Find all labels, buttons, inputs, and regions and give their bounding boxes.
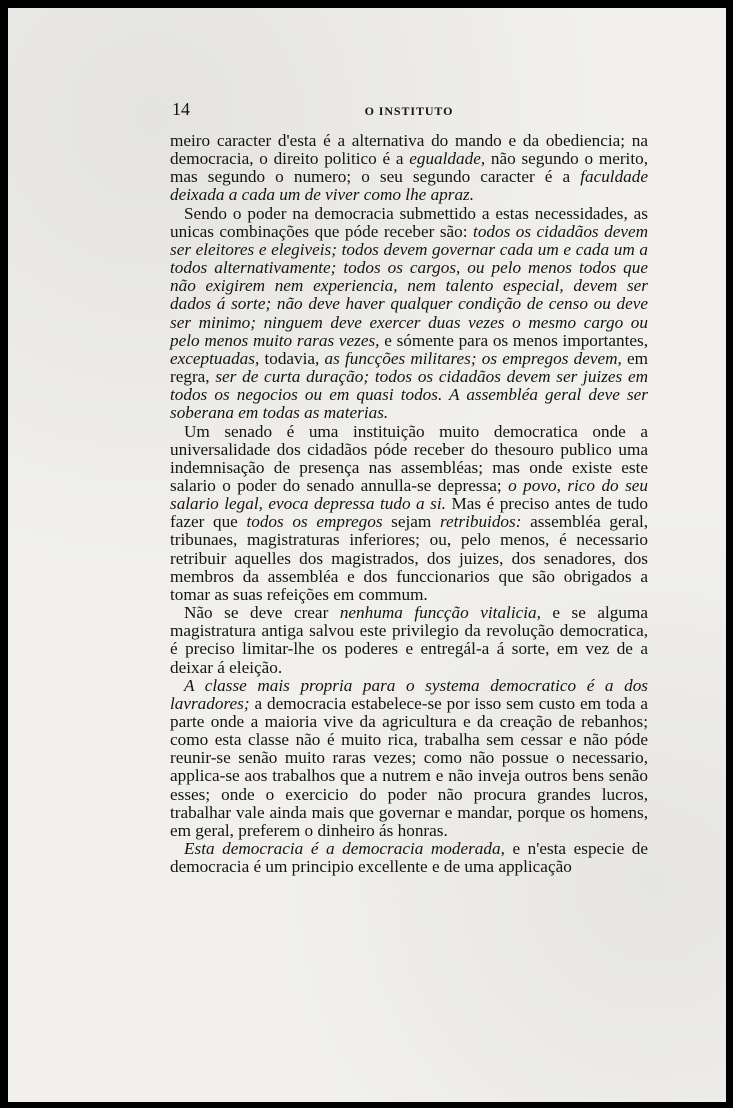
body-text (170, 132, 648, 876)
italic-run: A classe mais propria para o systema democratico é a dos lavradores; (170, 675, 648, 713)
text-run: todavia, (259, 348, 325, 368)
text-run: assembléa geral, tribunaes, magistraturas inferiores; ou, pelo menos, é necessario retribuir aquelles dos magistrados, dos juizes, dos senadores, dos membros da assembléa e dos funccionarios que são obrigados a tomar as suas refeições em commum. (170, 512, 649, 604)
text-run: sejam (382, 512, 440, 532)
italic-run: todos os empregos (246, 512, 383, 532)
paragraph (170, 840, 648, 876)
text-run: Não se deve crear (184, 603, 340, 623)
scanned-page (8, 8, 726, 1102)
paragraph (170, 604, 648, 677)
paragraph (170, 132, 648, 205)
text-run: não segundo o merito, mas segundo o numero; o seu segundo caracter é a (170, 149, 648, 187)
italic-run: egualdade, (409, 149, 486, 169)
italic-run: as funcções militares; os empregos devem, (324, 348, 622, 368)
italic-run: o povo, rico do seu salario legal, evoca depressa tudo a si. (170, 475, 648, 514)
running-head: O INSTITUTO (364, 104, 454, 118)
italic-run: todos os cidadãos devem ser eleitores e elegiveis; todos devem governar cada um e cada um a todos alternativamente; todos os cargos, ou pelo menos todos que não exigirem nem experiencia, nem talento especial, devem ser dados á sorte; não deve haver qualquer condição de censo ou deve ser minimo; ninguem deve exercer duas vezes o mesmo cargo ou pelo menos muito raras vezes, (170, 221, 648, 350)
italic-run: Esta democracia é a democracia moderada, (184, 839, 505, 859)
paragraph (170, 423, 648, 605)
page-number: 14 (172, 99, 190, 119)
italic-run: ser de curta duração; todos os cidadãos devem ser juizes em todos os negocios ou em quasi todos. A assembléa geral deve ser soberana em todas as materias. (170, 367, 648, 423)
italic-run: retribuidos: (439, 512, 522, 532)
italic-run: nenhuma funcção vitalicia, (339, 603, 541, 623)
text-run: Um senado é uma instituição muito democratica onde a universalidade dos cidadãos póde receber do thesouro publico uma indemnisação de presença nas assembléas; mas onde existe este salario o poder do senado annulla-se depressa; (170, 421, 648, 495)
text-run: e se alguma magistratura antiga salvou este privilegio da revolução democratica, é preciso limitar-lhe os poderes e entregál-a á sorte, em vez de a deixar á eleição. (170, 603, 648, 677)
text-run: em regra, (170, 348, 648, 387)
text-run: a democracia estabelece-se por isso sem custo em toda a parte onde a maioria vive da agricultura e da creação de rebanhos; como esta classe não é muito rica, trabalha sem cessar e não póde reunir-se senão muito raras vezes; como não possue o necessario, applica-se aos trabalhos que a nutrem e não inveja outros bens senão esses; onde o exercicio do poder não procura grandes lucros, trabalhar vale ainda mais que governar e mandar, porque os homens, em geral, preferem o dinheiro ás honras. (170, 693, 648, 840)
text-run: Sendo o poder na democracia submettido a estas necessidades, as unicas combinações que póde receber são: (170, 203, 648, 241)
paragraph (170, 677, 648, 840)
page-content (170, 94, 648, 876)
paragraph (170, 205, 648, 423)
text-run: Mas é preciso antes de tudo fazer que (170, 494, 648, 532)
page-header (170, 94, 648, 119)
text-run: meiro caracter d'esta é a alternativa do mando e da obediencia; na democracia, o direito politico é a (170, 131, 648, 169)
italic-run: exceptuadas, (170, 348, 260, 368)
text-run: e sómente para os menos importantes, (379, 330, 648, 350)
italic-run: faculdade deixada a cada um de viver como lhe apraz. (170, 167, 648, 205)
text-run: e n'esta especie de democracia é um principio excellente e de uma applicação (170, 839, 648, 877)
